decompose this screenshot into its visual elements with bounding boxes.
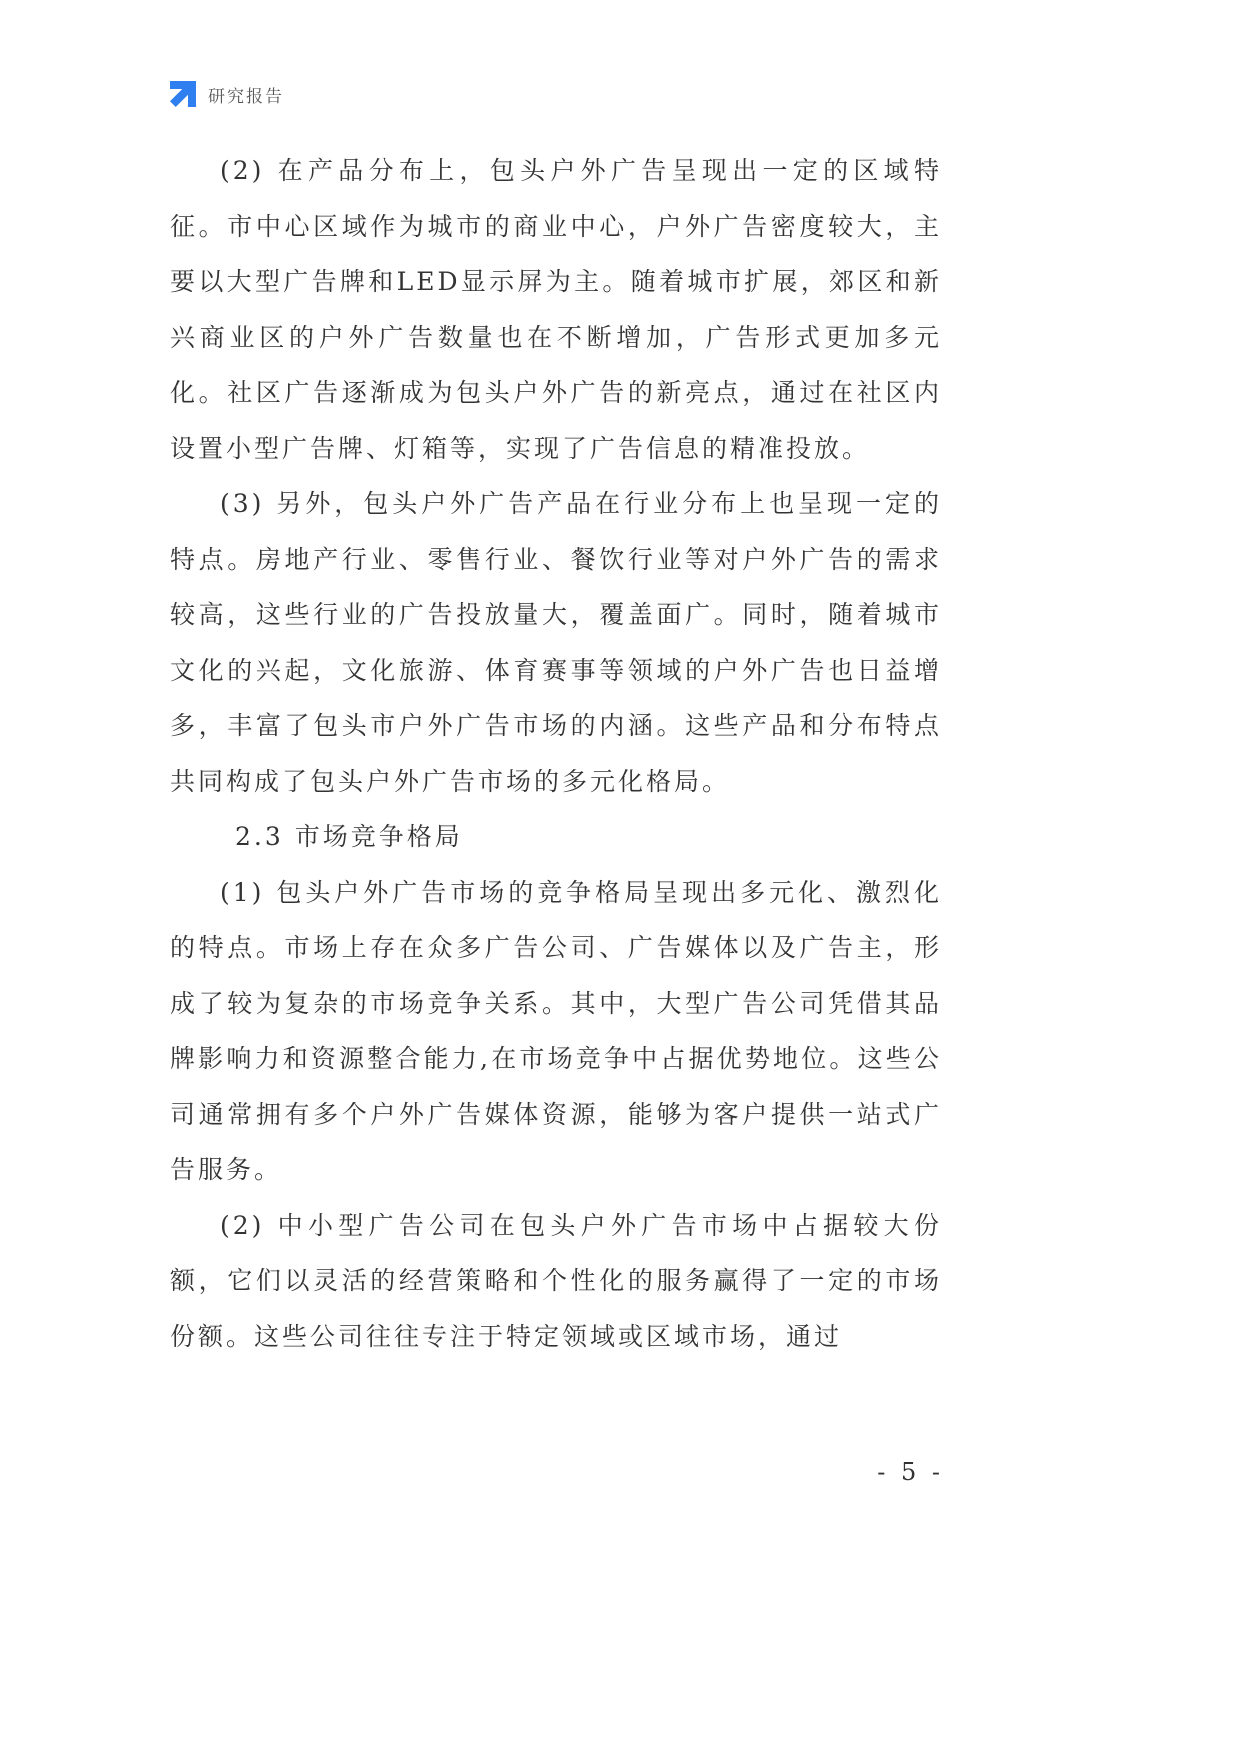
document-body (170, 143, 942, 1364)
header-title: 研究报告 (208, 86, 284, 107)
paragraph-industry-distribution: (3) 另外，包头户外广告产品在行业分布上也呈现一定的特点。房地产行业、零售行业、餐饮行业等对户外广告的需求较高，这些行业的广告投放量大，覆盖面广。同时，随着城市文化的兴起，文化旅游、体育赛事等领域的户外广告也日益增多，丰富了包头市户外广告市场的内涵。这些产品和分布特点共同构成了包头户外广告市场的多元化格局。 (170, 489, 942, 796)
paragraph-product-distribution: (2) 在产品分布上，包头户外广告呈现出一定的区域特征。市中心区域作为城市的商业中心，户外广告密度较大，主要以大型广告牌和LED显示屏为主。随着城市扩展，郊区和新兴商业区的户外广告数量也在不断增加，广告形式更加多元化。社区广告逐渐成为包头户外广告的新亮点，通过在社区内设置小型广告牌、灯箱等，实现了广告信息的精准投放。 (170, 156, 942, 463)
paragraph-competition-pattern: (1) 包头户外广告市场的竞争格局呈现出多元化、激烈化的特点。市场上存在众多广告公司、广告媒体以及广告主，形成了较为复杂的市场竞争关系。其中，大型广告公司凭借其品牌影响力和资源整合能力,在市场竞争中占据优势地位。这些公司通常拥有多个户外广告媒体资源，能够为客户提供一站式广告服务。 (170, 877, 942, 1184)
section-heading: 2.3 市场竞争格局 (235, 822, 463, 851)
paragraph-small-companies: (2) 中小型广告公司在包头户外广告市场中占据较大份额，它们以灵活的经营策略和个性化的服务赢得了一定的市场份额。这些公司往往专注于特定领域或区域市场，通过 (170, 1210, 942, 1351)
page-number: - 5 - (877, 1458, 944, 1486)
arrow-up-right-icon (168, 79, 198, 109)
report-header (168, 78, 284, 110)
